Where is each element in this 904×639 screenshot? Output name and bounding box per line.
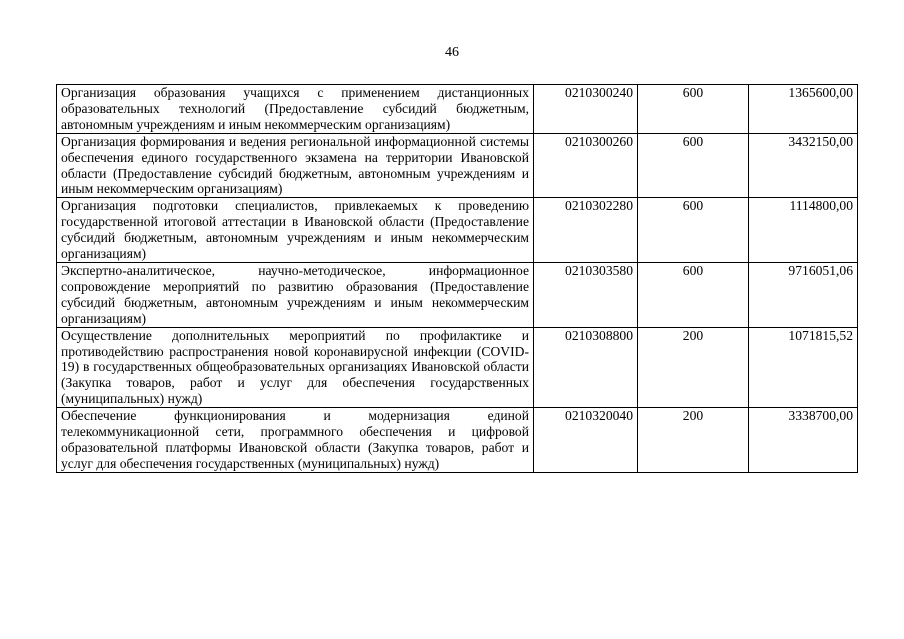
- row-amount: 3338700,00: [749, 408, 858, 473]
- table-row: [57, 85, 858, 134]
- row-target-code: 0210303580: [534, 262, 638, 327]
- row-amount: 9716051,06: [749, 262, 858, 327]
- row-description: Осуществление дополнительных мероприятий по профилактике и противодействию распространения новой коронавирусной инфекции (COVID-19) в государственных общеобразовательных организациях Ивановской области (Закупка товаров, работ и услуг для обеспечения государственных (муниципальных) нужд): [57, 327, 534, 408]
- row-description: Организация подготовки специалистов, привлекаемых к проведению государственной итоговой аттестации в Ивановской области (Предоставление субсидий бюджетным, автономным учреждениям и иным некоммерческим организациям): [57, 198, 534, 263]
- row-target-code: 0210320040: [534, 408, 638, 473]
- table-row: [57, 198, 858, 263]
- table-row: [57, 133, 858, 198]
- budget-table: [56, 84, 858, 473]
- row-target-code: 0210308800: [534, 327, 638, 408]
- row-amount: 1114800,00: [749, 198, 858, 263]
- table-row: [57, 262, 858, 327]
- row-expense-type: 200: [638, 327, 749, 408]
- row-amount: 3432150,00: [749, 133, 858, 198]
- row-expense-type: 600: [638, 85, 749, 134]
- row-description: Экспертно-аналитическое, научно-методическое, информационное сопровождение мероприятий по развитию образования (Предоставление субсидий бюджетным, автономным учреждениям и иным некоммерческим организациям): [57, 262, 534, 327]
- row-expense-type: 200: [638, 408, 749, 473]
- row-amount: 1365600,00: [749, 85, 858, 134]
- row-target-code: 0210300240: [534, 85, 638, 134]
- row-target-code: 0210300260: [534, 133, 638, 198]
- row-amount: 1071815,52: [749, 327, 858, 408]
- row-target-code: 0210302280: [534, 198, 638, 263]
- row-expense-type: 600: [638, 198, 749, 263]
- table-row: [57, 327, 858, 408]
- row-expense-type: 600: [638, 133, 749, 198]
- row-description: Обеспечение функционирования и модернизация единой телекоммуникационной сети, программного обеспечения и цифровой образовательной платформы Ивановской области (Закупка товаров, работ и услуг для обеспечения государственных (муниципальных) нужд): [57, 408, 534, 473]
- page-number: 46: [445, 45, 459, 60]
- row-description: Организация образования учащихся с применением дистанционных образовательных технологий (Предоставление субсидий бюджетным, автономным учреждениям и иным некоммерческим организациям): [57, 85, 534, 134]
- table-row: [57, 408, 858, 473]
- row-description: Организация формирования и ведения региональной информационной системы обеспечения единого государственного экзамена на территории Ивановской области (Предоставление субсидий бюджетным, автономным учреждениям и иным некоммерческим организациям): [57, 133, 534, 198]
- row-expense-type: 600: [638, 262, 749, 327]
